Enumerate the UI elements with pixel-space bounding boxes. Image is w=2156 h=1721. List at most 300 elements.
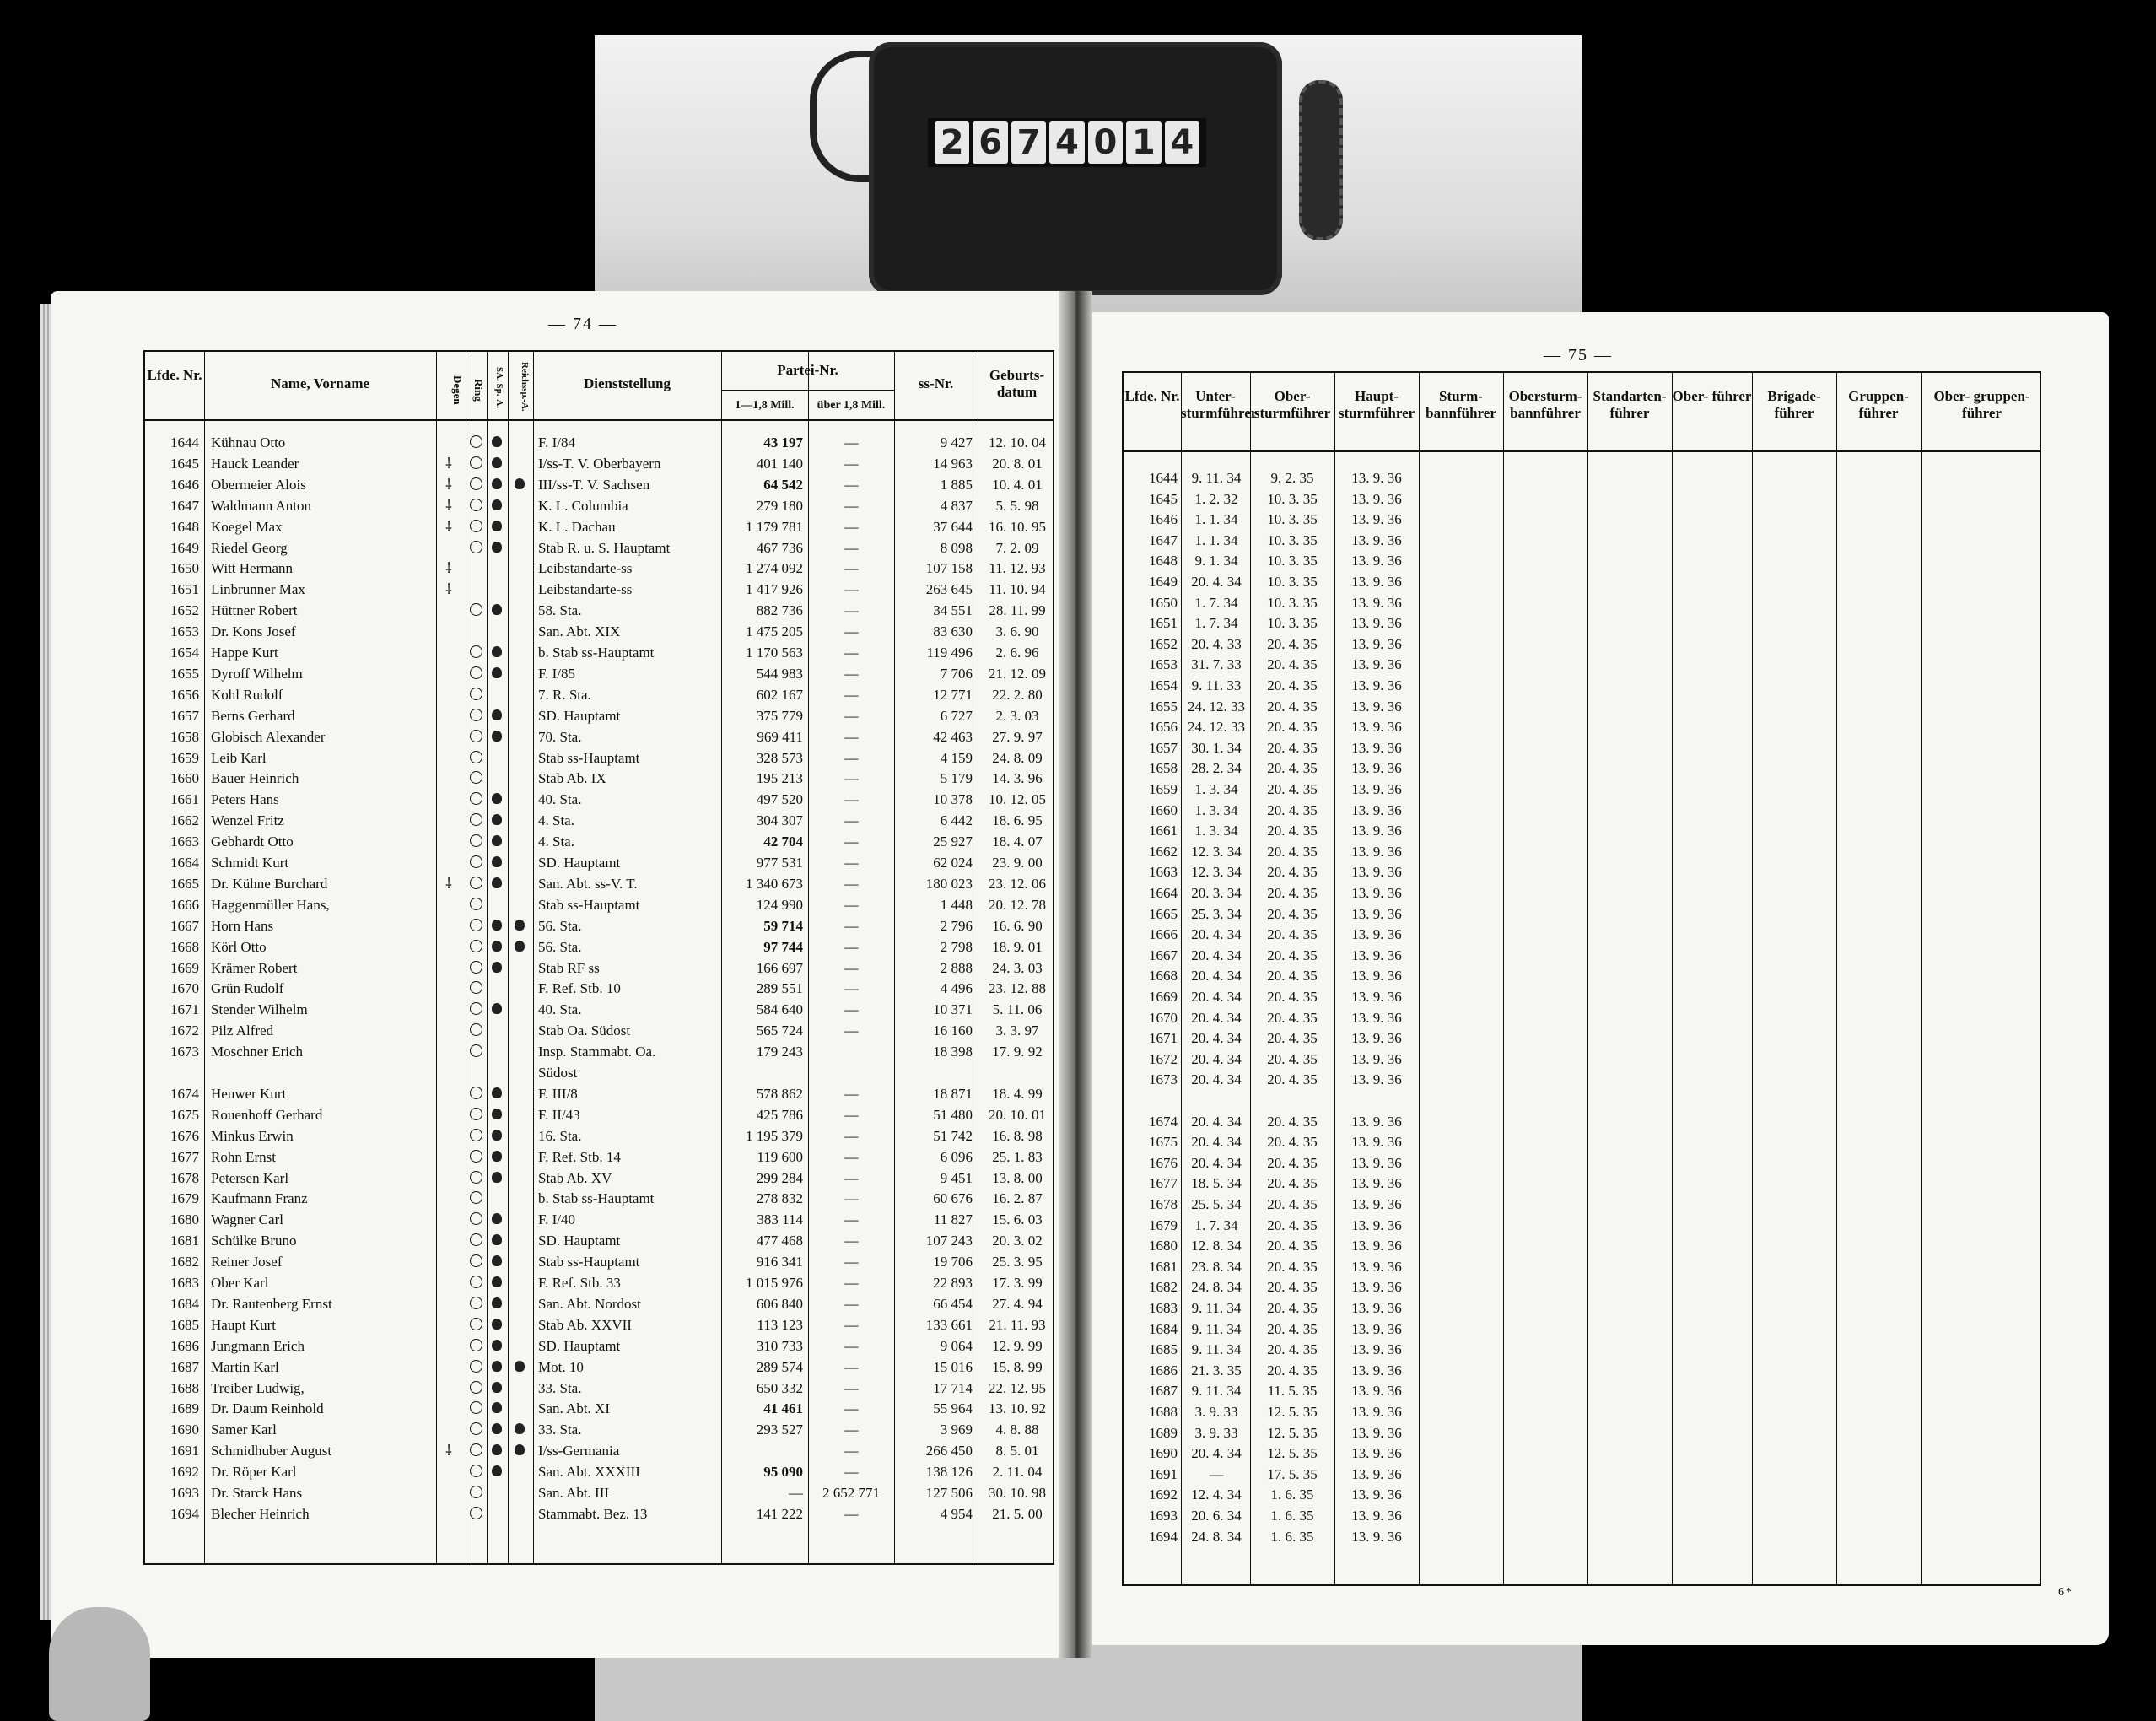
row-partei-high: — — [844, 707, 859, 724]
row-obersturmfuehrer: 20. 4. 35 — [1267, 968, 1318, 985]
row-geburtsdatum: 30. 10. 98 — [989, 1485, 1046, 1501]
table-row — [145, 1168, 1056, 1189]
counter-digit: 0 — [1088, 121, 1123, 164]
row-lfde-nr: 1673 — [170, 1044, 199, 1060]
row-obersturmfuehrer: 20. 4. 35 — [1267, 635, 1318, 652]
row-partei-low: 977 531 — [756, 855, 803, 871]
row-untersturmfuehrer: 1. 2. 32 — [1194, 490, 1238, 507]
row-lfde-nr: 1656 — [170, 686, 199, 703]
row-partei-low: — — [789, 1485, 803, 1501]
table-row — [1124, 1422, 2043, 1443]
table-row — [145, 579, 1056, 600]
row-ss-nr: 10 378 — [933, 791, 973, 808]
row-lfde-nr: 1645 — [1149, 490, 1178, 507]
row-name: Witt Hermann — [211, 560, 294, 577]
row-lfde-nr: 1672 — [170, 1022, 199, 1039]
row-lfde-nr: 1657 — [1149, 739, 1178, 756]
table-row — [1124, 530, 2043, 551]
row-hauptsturmfuehrer: 13. 9. 36 — [1351, 1465, 1402, 1482]
row-ss-nr: 66 454 — [933, 1295, 973, 1312]
death-head-mark — [492, 793, 502, 804]
row-lfde-nr: 1644 — [170, 434, 199, 450]
table-row — [145, 453, 1056, 474]
row-geburtsdatum: 16. 2. 87 — [992, 1190, 1043, 1207]
row-obersturmfuehrer: 20. 4. 35 — [1267, 1362, 1318, 1378]
row-untersturmfuehrer: 3. 9. 33 — [1194, 1404, 1238, 1420]
row-untersturmfuehrer: 12. 8. 34 — [1191, 1238, 1242, 1254]
row-hauptsturmfuehrer: 13. 9. 36 — [1351, 801, 1402, 818]
row-name: Dr. Daum Reinhold — [211, 1400, 324, 1417]
row-partei-high: — — [844, 1211, 859, 1228]
row-geburtsdatum: 18. 9. 01 — [992, 938, 1043, 955]
row-untersturmfuehrer: 20. 4. 34 — [1191, 1445, 1242, 1462]
table-row — [1124, 1484, 2043, 1505]
row-lfde-nr: 1683 — [170, 1275, 199, 1291]
row-partei-low: 279 180 — [756, 497, 803, 514]
table-row — [1124, 861, 2043, 882]
row-name: Kohl Rudolf — [211, 686, 283, 703]
row-untersturmfuehrer: 1. 7. 34 — [1194, 615, 1238, 632]
table-row — [145, 1209, 1056, 1230]
row-ss-nr: 9 451 — [940, 1169, 973, 1186]
row-ss-nr: 6 727 — [940, 707, 973, 724]
row-ss-nr: 25 927 — [933, 834, 973, 850]
table-row — [1124, 737, 2043, 758]
ring-mark — [470, 1297, 482, 1309]
row-untersturmfuehrer: 9. 11. 34 — [1191, 1341, 1242, 1358]
death-head-mark — [492, 920, 502, 931]
row-name: Obermeier Alois — [211, 476, 306, 493]
degen-mark: ⸸ — [445, 875, 452, 892]
row-obersturmfuehrer: 20. 4. 35 — [1267, 989, 1318, 1005]
row-obersturmfuehrer: 10. 3. 35 — [1267, 615, 1318, 632]
row-lfde-nr: 1653 — [170, 623, 199, 640]
table-row — [1124, 550, 2043, 571]
death-head-mark — [492, 1465, 502, 1476]
row-geburtsdatum: 25. 1. 83 — [992, 1148, 1043, 1165]
row-ss-nr: 2 796 — [940, 917, 973, 934]
row-hauptsturmfuehrer: 13. 9. 36 — [1351, 1030, 1402, 1047]
row-partei-low: 41 461 — [763, 1400, 803, 1417]
row-ss-nr: 51 742 — [933, 1127, 973, 1144]
row-partei-low: 602 167 — [756, 686, 803, 703]
row-obersturmfuehrer: 20. 4. 35 — [1267, 1071, 1318, 1088]
row-ss-nr: 4 159 — [940, 749, 973, 766]
row-geburtsdatum: 3. 3. 97 — [995, 1022, 1039, 1039]
row-lfde-nr: 1649 — [170, 539, 199, 556]
header-rank-column: Lfde. Nr. — [1124, 388, 1180, 404]
ring-mark — [470, 688, 482, 700]
header-rank-column: Obersturm- bannführer — [1508, 388, 1582, 421]
row-lfde-nr: 1652 — [1149, 635, 1178, 652]
row-hauptsturmfuehrer: 13. 9. 36 — [1351, 1175, 1402, 1192]
row-name: Schmidt Kurt — [211, 855, 289, 871]
row-partei-low: 141 222 — [756, 1505, 803, 1522]
row-dienststellung: 56. Sta. — [538, 938, 582, 955]
table-row — [145, 747, 1056, 769]
row-partei-high: — — [844, 855, 859, 871]
table-row — [1124, 986, 2043, 1007]
row-obersturmfuehrer: 20. 4. 35 — [1267, 1320, 1318, 1337]
row-partei-low: 467 736 — [756, 539, 803, 556]
row-partei-high: — — [844, 791, 859, 808]
table-row — [1124, 675, 2043, 696]
row-lfde-nr: 1651 — [170, 581, 199, 598]
ring-mark — [470, 1044, 482, 1057]
row-geburtsdatum: 21. 5. 00 — [992, 1505, 1043, 1522]
header-partei-low: 1—1,8 Mill. — [735, 399, 795, 412]
table-row — [145, 789, 1056, 810]
row-ss-nr: 12 771 — [933, 686, 973, 703]
row-lfde-nr: 1650 — [170, 560, 199, 577]
death-head-mark — [492, 856, 502, 867]
row-lfde-nr: 1646 — [1149, 511, 1178, 528]
table-row — [145, 726, 1056, 747]
table-row — [145, 1146, 1056, 1168]
row-lfde-nr: 1658 — [1149, 760, 1178, 777]
row-ss-nr: 62 024 — [933, 855, 973, 871]
row-lfde-nr: 1650 — [1149, 594, 1178, 611]
row-ss-nr: 138 126 — [925, 1464, 973, 1481]
row-name: Rouenhoff Gerhard — [211, 1106, 323, 1123]
row-dienststellung: I/ss-Germania — [538, 1443, 620, 1459]
right-promotion-table — [1122, 371, 2041, 1586]
row-dienststellung: 70. Sta. — [538, 728, 582, 745]
row-partei-low: 289 574 — [756, 1358, 803, 1375]
row-dienststellung: F. I/85 — [538, 665, 575, 682]
table-row — [1124, 592, 2043, 613]
table-row — [145, 1482, 1056, 1503]
row-obersturmfuehrer: 20. 4. 35 — [1267, 1113, 1318, 1130]
row-lfde-nr: 1647 — [1149, 531, 1178, 548]
table-row — [1124, 965, 2043, 986]
death-head-mark — [492, 835, 502, 846]
row-lfde-nr: 1687 — [1149, 1383, 1178, 1400]
ring-mark — [470, 961, 482, 974]
header-rank-column: Sturm- bannführer — [1426, 388, 1496, 421]
row-dienststellung: 58. Sta. — [538, 602, 582, 619]
row-geburtsdatum: 18. 4. 99 — [992, 1085, 1043, 1102]
table-row — [145, 1398, 1056, 1419]
row-hauptsturmfuehrer: 13. 9. 36 — [1351, 1424, 1402, 1441]
ring-mark — [470, 603, 482, 616]
row-lfde-nr: 1680 — [170, 1211, 199, 1228]
row-obersturmfuehrer: 9. 2. 35 — [1270, 470, 1314, 486]
row-untersturmfuehrer: 28. 2. 34 — [1191, 760, 1242, 777]
row-name: Happe Kurt — [211, 645, 278, 661]
row-lfde-nr: 1646 — [170, 476, 199, 493]
row-partei-low: 119 600 — [757, 1148, 803, 1165]
header-rank-column: Ober- gruppen- führer — [1933, 388, 2030, 421]
table-row — [145, 810, 1056, 831]
row-partei-high: — — [844, 1254, 859, 1271]
row-dienststellung: I/ss-T. V. Oberbayern — [538, 455, 661, 472]
death-head-mark — [492, 457, 502, 468]
row-hauptsturmfuehrer: 13. 9. 36 — [1351, 905, 1402, 922]
ring-mark — [470, 1023, 482, 1036]
ring-mark — [470, 771, 482, 784]
row-dienststellung: 4. Sta. — [538, 834, 574, 850]
row-name: Peters Hans — [211, 791, 279, 808]
row-geburtsdatum: 23. 12. 88 — [989, 980, 1046, 997]
row-lfde-nr: 1683 — [1149, 1300, 1178, 1316]
table-row — [145, 684, 1056, 705]
row-partei-low: 544 983 — [756, 665, 803, 682]
row-obersturmfuehrer: 11. 5. 35 — [1267, 1383, 1318, 1400]
death-head-mark — [492, 1255, 502, 1266]
table-row — [145, 936, 1056, 958]
row-partei-low: 375 779 — [756, 707, 803, 724]
ring-mark — [470, 1360, 482, 1373]
row-dienststellung: F. I/84 — [538, 434, 575, 450]
row-lfde-nr: 1678 — [1149, 1196, 1178, 1212]
header-lfde-nr: Lfde. Nr. — [147, 367, 202, 383]
row-partei-high: — — [844, 1001, 859, 1018]
row-obersturmfuehrer: 12. 5. 35 — [1267, 1424, 1318, 1441]
row-lfde-nr: 1664 — [1149, 885, 1178, 901]
table-row — [145, 1378, 1056, 1399]
table-row — [1124, 1319, 2043, 1340]
row-untersturmfuehrer: 3. 9. 33 — [1194, 1424, 1238, 1441]
row-lfde-nr: 1676 — [1149, 1154, 1178, 1171]
table-row — [145, 999, 1056, 1020]
table-row — [145, 978, 1056, 999]
row-untersturmfuehrer: 20. 4. 34 — [1191, 1134, 1242, 1151]
table-row — [145, 852, 1056, 873]
row-dienststellung: b. Stab ss-Hauptamt — [538, 645, 655, 661]
table-row — [145, 1419, 1056, 1440]
row-partei-low: 425 786 — [756, 1106, 803, 1123]
signature-mark: 6* — [2058, 1586, 2073, 1599]
table-row — [1124, 1276, 2043, 1297]
row-obersturmfuehrer: 10. 3. 35 — [1267, 490, 1318, 507]
row-obersturmfuehrer: 1. 6. 35 — [1270, 1528, 1314, 1545]
row-geburtsdatum: 12. 9. 99 — [992, 1337, 1043, 1354]
death-head-mark — [492, 941, 502, 952]
death-head-mark — [492, 709, 502, 720]
row-ss-nr: 37 644 — [933, 518, 973, 535]
row-obersturmfuehrer: 17. 5. 35 — [1267, 1465, 1318, 1482]
row-obersturmfuehrer: 20. 4. 35 — [1267, 719, 1318, 736]
ring-mark — [470, 1422, 482, 1435]
ring-mark — [470, 477, 482, 490]
death-head-mark — [492, 1319, 502, 1330]
ring-mark — [470, 1108, 482, 1120]
table-row — [1124, 841, 2043, 862]
row-untersturmfuehrer: 20. 4. 34 — [1191, 1071, 1242, 1088]
row-ss-nr: 4 837 — [940, 497, 973, 514]
row-partei-high: 2 652 771 — [822, 1485, 880, 1501]
row-lfde-nr: 1645 — [170, 455, 199, 472]
row-geburtsdatum: 16. 6. 90 — [992, 917, 1043, 934]
counter-digit: 4 — [1049, 121, 1084, 164]
row-obersturmfuehrer: 10. 3. 35 — [1267, 594, 1318, 611]
row-hauptsturmfuehrer: 13. 9. 36 — [1351, 1134, 1402, 1151]
row-lfde-nr: 1674 — [170, 1085, 199, 1102]
row-geburtsdatum: 17. 3. 99 — [992, 1275, 1043, 1291]
header-rank-column: Ober- führer — [1672, 388, 1752, 404]
row-partei-high: — — [844, 1358, 859, 1375]
row-geburtsdatum: 11. 10. 94 — [989, 581, 1046, 598]
table-row — [1124, 1173, 2043, 1194]
row-name: Dr. Kons Josef — [211, 623, 296, 640]
row-name: Moschner Erich — [211, 1044, 304, 1060]
header-ring: Ring — [472, 378, 485, 402]
table-row — [1124, 1194, 2043, 1215]
row-lfde-nr: 1654 — [1149, 677, 1178, 693]
row-partei-high: — — [844, 1085, 859, 1102]
row-geburtsdatum: 24. 3. 03 — [992, 959, 1043, 976]
row-partei-low: 1 340 673 — [746, 875, 803, 892]
row-name: Wenzel Fritz — [211, 812, 284, 829]
row-untersturmfuehrer: 23. 8. 34 — [1191, 1258, 1242, 1275]
row-untersturmfuehrer: 12. 4. 34 — [1191, 1486, 1242, 1503]
row-ss-nr: 2 798 — [940, 938, 973, 955]
row-partei-low: 299 284 — [756, 1169, 803, 1186]
table-row — [1124, 1090, 2043, 1111]
counter-display — [928, 118, 1206, 167]
row-partei-high: — — [844, 1379, 859, 1396]
row-lfde-nr: 1691 — [170, 1443, 199, 1459]
row-lfde-nr: 1661 — [170, 791, 199, 808]
row-geburtsdatum: 24. 8. 09 — [992, 749, 1043, 766]
death-head-mark — [492, 1444, 502, 1455]
row-geburtsdatum: 12. 10. 04 — [989, 434, 1046, 450]
row-lfde-nr: 1681 — [170, 1233, 199, 1249]
row-partei-low: 179 243 — [756, 1044, 803, 1060]
row-partei-low: 289 551 — [756, 980, 803, 997]
row-partei-high: — — [844, 1106, 859, 1123]
degen-mark: ⸸ — [445, 518, 452, 535]
death-head-mark — [492, 1423, 502, 1434]
row-name: Hüttner Robert — [211, 602, 298, 619]
row-lfde-nr: 1672 — [1149, 1050, 1178, 1067]
row-dienststellung: F. I/40 — [538, 1211, 575, 1228]
row-hauptsturmfuehrer: 13. 9. 36 — [1351, 885, 1402, 901]
header-partei-high: über 1,8 Mill. — [817, 399, 886, 412]
ring-mark — [470, 751, 482, 763]
degen-mark: ⸸ — [445, 476, 452, 493]
table-row — [1124, 1028, 2043, 1049]
row-untersturmfuehrer: 20. 6. 34 — [1191, 1508, 1242, 1524]
row-lfde-nr: 1679 — [1149, 1217, 1178, 1233]
row-lfde-nr: 1680 — [1149, 1238, 1178, 1254]
row-partei-high: — — [844, 812, 859, 829]
row-lfde-nr: 1648 — [170, 518, 199, 535]
row-dienststellung: Stab Ab. XV — [538, 1169, 612, 1186]
row-untersturmfuehrer: — — [1209, 1465, 1224, 1482]
row-partei-low: 293 527 — [756, 1422, 803, 1438]
row-obersturmfuehrer: 20. 4. 35 — [1267, 1279, 1318, 1296]
header-geburtsdatum: Geburts- datum — [989, 367, 1045, 400]
row-partei-low: 42 704 — [763, 834, 803, 850]
table-row — [1124, 654, 2043, 675]
table-row — [145, 474, 1056, 495]
table-row — [145, 1293, 1056, 1314]
row-hauptsturmfuehrer: 13. 9. 36 — [1351, 1196, 1402, 1212]
row-ss-nr: 127 506 — [925, 1485, 973, 1501]
row-ss-nr: 3 969 — [940, 1422, 973, 1438]
row-name: Heuwer Kurt — [211, 1085, 287, 1102]
sport-badge-mark — [515, 1361, 525, 1372]
row-geburtsdatum: 13. 8. 00 — [992, 1169, 1043, 1186]
row-name: Dyroff Wilhelm — [211, 665, 303, 682]
row-untersturmfuehrer: 20. 4. 33 — [1191, 635, 1242, 652]
row-hauptsturmfuehrer: 13. 9. 36 — [1351, 1362, 1402, 1378]
row-lfde-nr: 1691 — [1149, 1465, 1178, 1482]
sport-badge-mark — [515, 1423, 525, 1434]
row-geburtsdatum: 23. 9. 00 — [992, 855, 1043, 871]
row-ss-nr: 266 450 — [925, 1443, 973, 1459]
table-row — [145, 894, 1056, 915]
row-partei-low: 64 542 — [763, 476, 803, 493]
row-obersturmfuehrer: 20. 4. 35 — [1267, 885, 1318, 901]
row-lfde-nr: 1655 — [1149, 698, 1178, 715]
row-hauptsturmfuehrer: 13. 9. 36 — [1351, 1009, 1402, 1026]
row-hauptsturmfuehrer: 13. 9. 36 — [1351, 1258, 1402, 1275]
sport-badge-mark — [515, 941, 525, 952]
row-dienststellung: Mot. 10 — [538, 1358, 584, 1375]
row-lfde-nr: 1677 — [1149, 1175, 1178, 1192]
row-name: Kühnau Otto — [211, 434, 286, 450]
table-row — [145, 1188, 1056, 1209]
ring-mark — [470, 813, 482, 826]
row-obersturmfuehrer: 1. 6. 35 — [1270, 1508, 1314, 1524]
table-row — [1124, 612, 2043, 634]
row-lfde-nr: 1671 — [1149, 1030, 1178, 1047]
ring-mark — [470, 499, 482, 511]
row-geburtsdatum: 20. 10. 01 — [989, 1106, 1046, 1123]
row-partei-high: — — [844, 749, 859, 766]
row-ss-nr: 83 630 — [933, 623, 973, 640]
row-ss-nr: 6 442 — [940, 812, 973, 829]
row-hauptsturmfuehrer: 13. 9. 36 — [1351, 739, 1402, 756]
row-partei-high: — — [844, 645, 859, 661]
row-name: Dr. Starck Hans — [211, 1485, 303, 1501]
row-partei-high: — — [844, 1190, 859, 1207]
ring-mark — [470, 730, 482, 742]
degen-mark: ⸸ — [445, 581, 452, 598]
row-hauptsturmfuehrer: 13. 9. 36 — [1351, 760, 1402, 777]
row-partei-high: — — [844, 1127, 859, 1144]
row-ss-nr: 107 158 — [925, 560, 973, 577]
header-partei-nr: Partei-Nr. — [777, 362, 838, 378]
header-name: Name, Vorname — [270, 375, 370, 391]
row-lfde-nr: 1690 — [170, 1422, 199, 1438]
row-partei-high: — — [844, 686, 859, 703]
row-name: Minkus Erwin — [211, 1127, 294, 1144]
row-partei-low: 882 736 — [756, 602, 803, 619]
row-name: Rohn Ernst — [211, 1148, 276, 1165]
row-dienststellung: 40. Sta. — [538, 1001, 582, 1018]
row-untersturmfuehrer: 21. 3. 35 — [1191, 1362, 1242, 1378]
table-row — [145, 1125, 1056, 1146]
row-lfde-nr: 1687 — [170, 1358, 199, 1375]
row-hauptsturmfuehrer: 13. 9. 36 — [1351, 615, 1402, 632]
ring-mark — [470, 1381, 482, 1394]
row-obersturmfuehrer: 12. 5. 35 — [1267, 1404, 1318, 1420]
row-hauptsturmfuehrer: 13. 9. 36 — [1351, 1217, 1402, 1233]
row-geburtsdatum: 2. 11. 04 — [992, 1464, 1043, 1481]
row-lfde-nr: 1660 — [1149, 801, 1178, 818]
row-lfde-nr: 1684 — [170, 1295, 199, 1312]
row-ss-nr: 263 645 — [925, 581, 973, 598]
ring-mark — [470, 877, 482, 889]
row-name: Koegel Max — [211, 518, 283, 535]
row-partei-low: 278 832 — [756, 1190, 803, 1207]
table-row — [1124, 696, 2043, 717]
row-partei-low: 59 714 — [763, 917, 803, 934]
